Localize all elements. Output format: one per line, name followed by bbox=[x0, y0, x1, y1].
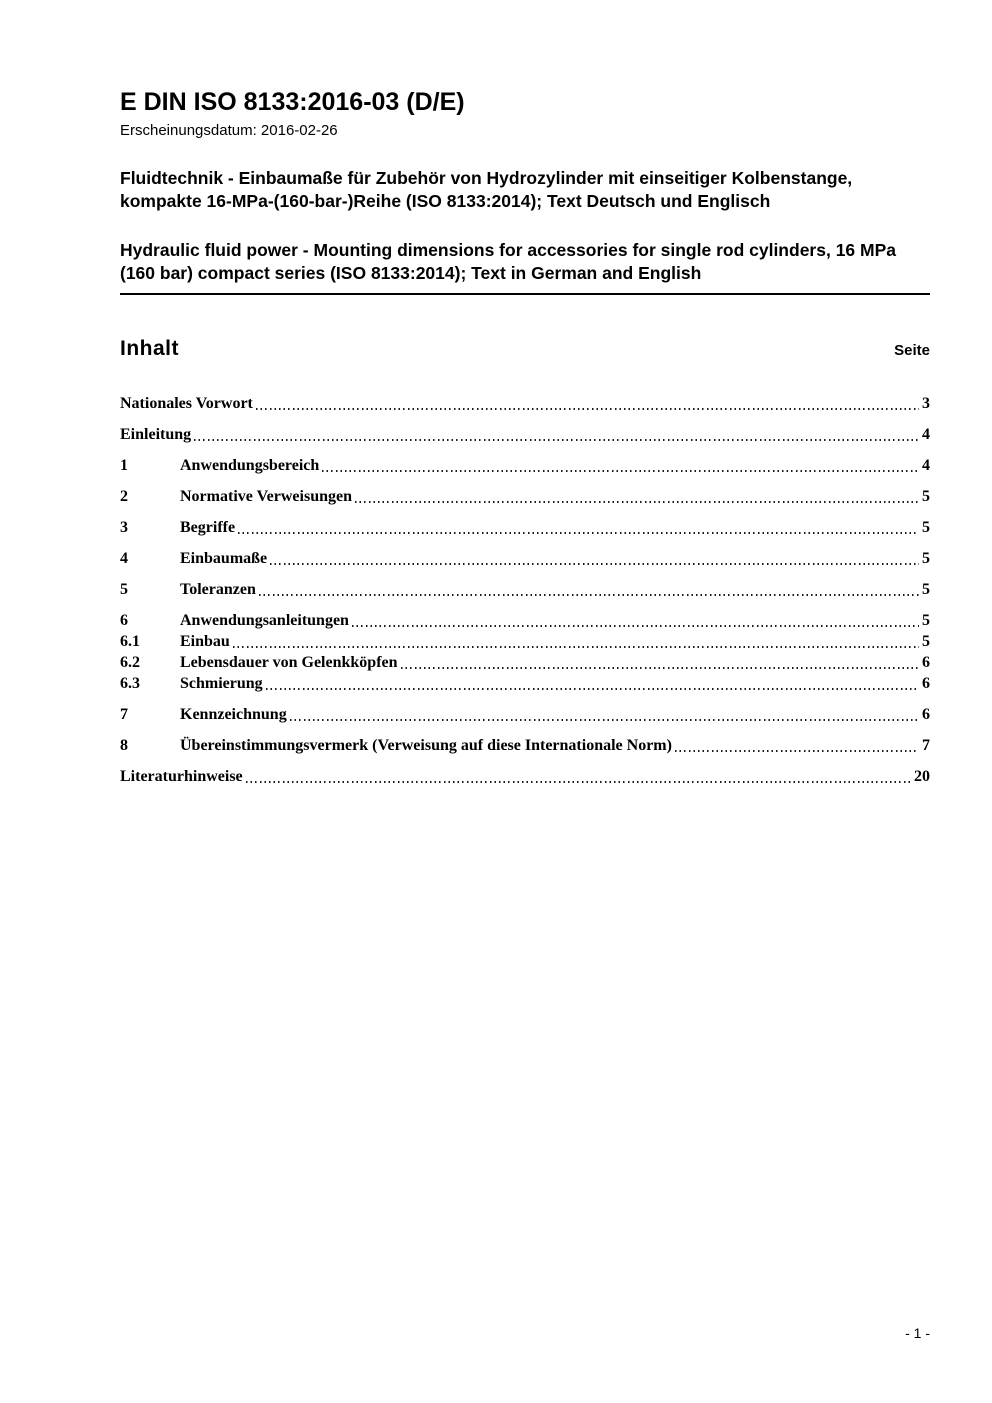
toc-entry-page: 4 bbox=[922, 426, 930, 444]
dot-leader bbox=[355, 501, 919, 503]
toc-row[interactable] bbox=[120, 393, 930, 414]
toc-row[interactable] bbox=[120, 735, 930, 756]
toc-row[interactable] bbox=[120, 455, 930, 476]
toc-entry-page: 6 bbox=[922, 654, 930, 672]
toc-entry-title: Nationales Vorwort bbox=[120, 395, 253, 413]
release-date: Erscheinungsdatum: 2016-02-26 bbox=[120, 121, 338, 139]
toc-row[interactable] bbox=[120, 517, 930, 538]
toc-row[interactable] bbox=[120, 673, 930, 694]
toc-row[interactable] bbox=[120, 424, 930, 445]
dot-leader bbox=[238, 532, 919, 534]
toc-entry-title: Anwendungsanleitungen bbox=[180, 612, 349, 630]
toc-list bbox=[120, 393, 930, 787]
toc-entry-number: 1 bbox=[120, 457, 128, 475]
toc-entry-title: Normative Verweisungen bbox=[180, 488, 352, 506]
toc-entry-number: 2 bbox=[120, 488, 128, 506]
toc-entry-title: Einbau bbox=[180, 633, 230, 651]
toc-entry-page: 5 bbox=[922, 488, 930, 506]
toc-entry-page: 20 bbox=[914, 768, 930, 786]
toc-header bbox=[120, 337, 930, 361]
toc-entry-page: 5 bbox=[922, 581, 930, 599]
dot-leader bbox=[259, 594, 919, 596]
toc-entry-page: 5 bbox=[922, 612, 930, 630]
toc-entry-number: 4 bbox=[120, 550, 128, 568]
toc-entry-title: Lebensdauer von Gelenkköpfen bbox=[180, 654, 398, 672]
toc-entry-number: 6.2 bbox=[120, 654, 140, 672]
toc-row[interactable] bbox=[120, 631, 930, 652]
toc-entry-title: Toleranzen bbox=[180, 581, 256, 599]
title-divider bbox=[120, 293, 930, 295]
toc-entry-number: 7 bbox=[120, 706, 128, 724]
toc-entry-title: Anwendungsbereich bbox=[180, 457, 320, 475]
toc-entry-page: 5 bbox=[922, 519, 930, 537]
toc-entry-title: Begriffe bbox=[180, 519, 236, 537]
toc-entry-number: 3 bbox=[120, 519, 128, 537]
toc-page-column-label: Seite bbox=[894, 342, 930, 360]
page-number-footer: - 1 - bbox=[905, 1325, 930, 1341]
toc-entry-page: 4 bbox=[922, 457, 930, 475]
title-english: Hydraulic fluid power - Mounting dimensions for accessories for single rod cylinders, 16 MPa (160 bar) compact series (ISO 8133:2014); Text in German and English bbox=[120, 239, 896, 284]
toc-entry-title: Einbaumaße bbox=[180, 550, 268, 568]
toc-entry-number: 5 bbox=[120, 581, 128, 599]
toc-entry-page: 7 bbox=[922, 737, 930, 755]
toc-entry-page: 5 bbox=[922, 550, 930, 568]
toc-row[interactable] bbox=[120, 766, 930, 787]
dot-leader bbox=[256, 408, 919, 410]
dot-leader bbox=[322, 470, 919, 472]
dot-leader bbox=[194, 439, 919, 441]
toc-entry-number: 6.3 bbox=[120, 675, 140, 693]
toc-entry-page: 6 bbox=[922, 675, 930, 693]
dot-leader bbox=[290, 719, 919, 721]
dot-leader bbox=[675, 750, 919, 752]
toc-entry-number: 6.1 bbox=[120, 633, 140, 651]
toc-entry-title: Literaturhinweise bbox=[120, 768, 243, 786]
dot-leader bbox=[246, 781, 911, 783]
toc-row[interactable] bbox=[120, 704, 930, 725]
toc-row[interactable] bbox=[120, 579, 930, 600]
title-german: Fluidtechnik - Einbaumaße für Zubehör von Hydrozylinder mit einseitiger Kolbenstange, kompakte 16-MPa-(160-bar-)Reihe (ISO 8133:2014); Text Deutsch und Englisch bbox=[120, 167, 853, 211]
toc-heading: Inhalt bbox=[120, 337, 179, 361]
toc-row[interactable] bbox=[120, 548, 930, 569]
dot-leader bbox=[266, 688, 919, 690]
toc-entry-title: Übereinstimmungsvermerk (Verweisung auf diese Internationale Norm) bbox=[180, 737, 672, 755]
toc-entry-number: 6 bbox=[120, 612, 128, 630]
toc-row[interactable] bbox=[120, 486, 930, 507]
toc-entry-title: Einleitung bbox=[120, 426, 192, 444]
toc-entry-title: Schmierung bbox=[180, 675, 263, 693]
doc-number: E DIN ISO 8133:2016-03 (D/E) bbox=[120, 88, 465, 116]
toc-entry-page: 5 bbox=[922, 633, 930, 651]
dot-leader bbox=[270, 563, 919, 565]
dot-leader bbox=[233, 646, 919, 648]
toc-row[interactable] bbox=[120, 610, 930, 631]
dot-leader bbox=[401, 667, 919, 669]
toc-entry-page: 3 bbox=[922, 395, 930, 413]
toc-entry-title: Kennzeichnung bbox=[180, 706, 287, 724]
toc-row[interactable] bbox=[120, 652, 930, 673]
dot-leader bbox=[352, 625, 919, 627]
toc-entry-number: 8 bbox=[120, 737, 128, 755]
toc-entry-page: 6 bbox=[922, 706, 930, 724]
